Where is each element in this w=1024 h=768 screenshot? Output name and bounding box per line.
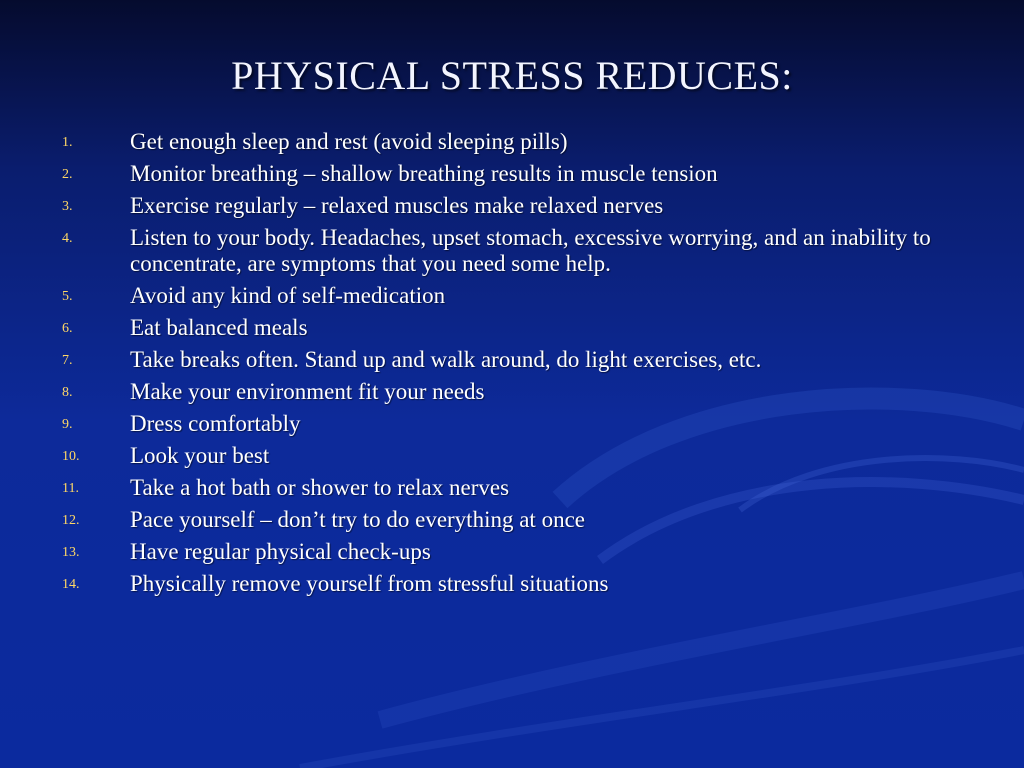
item-number: 3. (62, 199, 73, 214)
item-text: Listen to your body. Headaches, upset stomach, excessive worrying, and an inability to concentrate, are symptoms that you need some help. (130, 225, 931, 276)
list-item (40, 225, 980, 277)
item-number: 10. (62, 449, 80, 464)
list-item (40, 347, 980, 373)
list-item (40, 283, 980, 309)
item-text: Exercise regularly – relaxed muscles make relaxed nerves (130, 193, 664, 218)
stress-reducer-list (40, 129, 980, 603)
slide-title: PHYSICAL STRESS REDUCES: (231, 53, 793, 98)
list-item (40, 411, 980, 437)
item-text: Take breaks often. Stand up and walk around, do light exercises, etc. (130, 347, 762, 372)
item-text: Look your best (130, 443, 270, 468)
list-item (40, 161, 980, 187)
item-number: 4. (62, 231, 73, 246)
item-text: Take a hot bath or shower to relax nerves (130, 475, 510, 500)
item-number: 9. (62, 417, 73, 432)
item-text: Get enough sleep and rest (avoid sleeping pills) (130, 129, 568, 154)
list-item (40, 379, 980, 405)
item-number: 14. (62, 577, 80, 592)
item-text: Eat balanced meals (130, 315, 308, 340)
item-number: 12. (62, 513, 80, 528)
item-number: 5. (62, 289, 73, 304)
item-text: Physically remove yourself from stressful situations (130, 571, 609, 596)
list-item (40, 129, 980, 155)
item-text: Have regular physical check-ups (130, 539, 431, 564)
list-item (40, 507, 980, 533)
item-text: Dress comfortably (130, 411, 301, 436)
list-item (40, 571, 980, 597)
item-number: 8. (62, 385, 73, 400)
item-text: Monitor breathing – shallow breathing results in muscle tension (130, 161, 718, 186)
list-item (40, 315, 980, 341)
list-item (40, 475, 980, 501)
item-text: Make your environment fit your needs (130, 379, 485, 404)
item-number: 2. (62, 167, 73, 182)
item-number: 1. (62, 135, 73, 150)
item-number: 13. (62, 545, 80, 560)
item-number: 6. (62, 321, 73, 336)
item-text: Pace yourself – don’t try to do everything at once (130, 507, 585, 532)
list-item (40, 443, 980, 469)
item-number: 11. (62, 481, 79, 496)
list-item (40, 193, 980, 219)
item-number: 7. (62, 353, 73, 368)
list-item (40, 539, 980, 565)
item-text: Avoid any kind of self-medication (130, 283, 446, 308)
